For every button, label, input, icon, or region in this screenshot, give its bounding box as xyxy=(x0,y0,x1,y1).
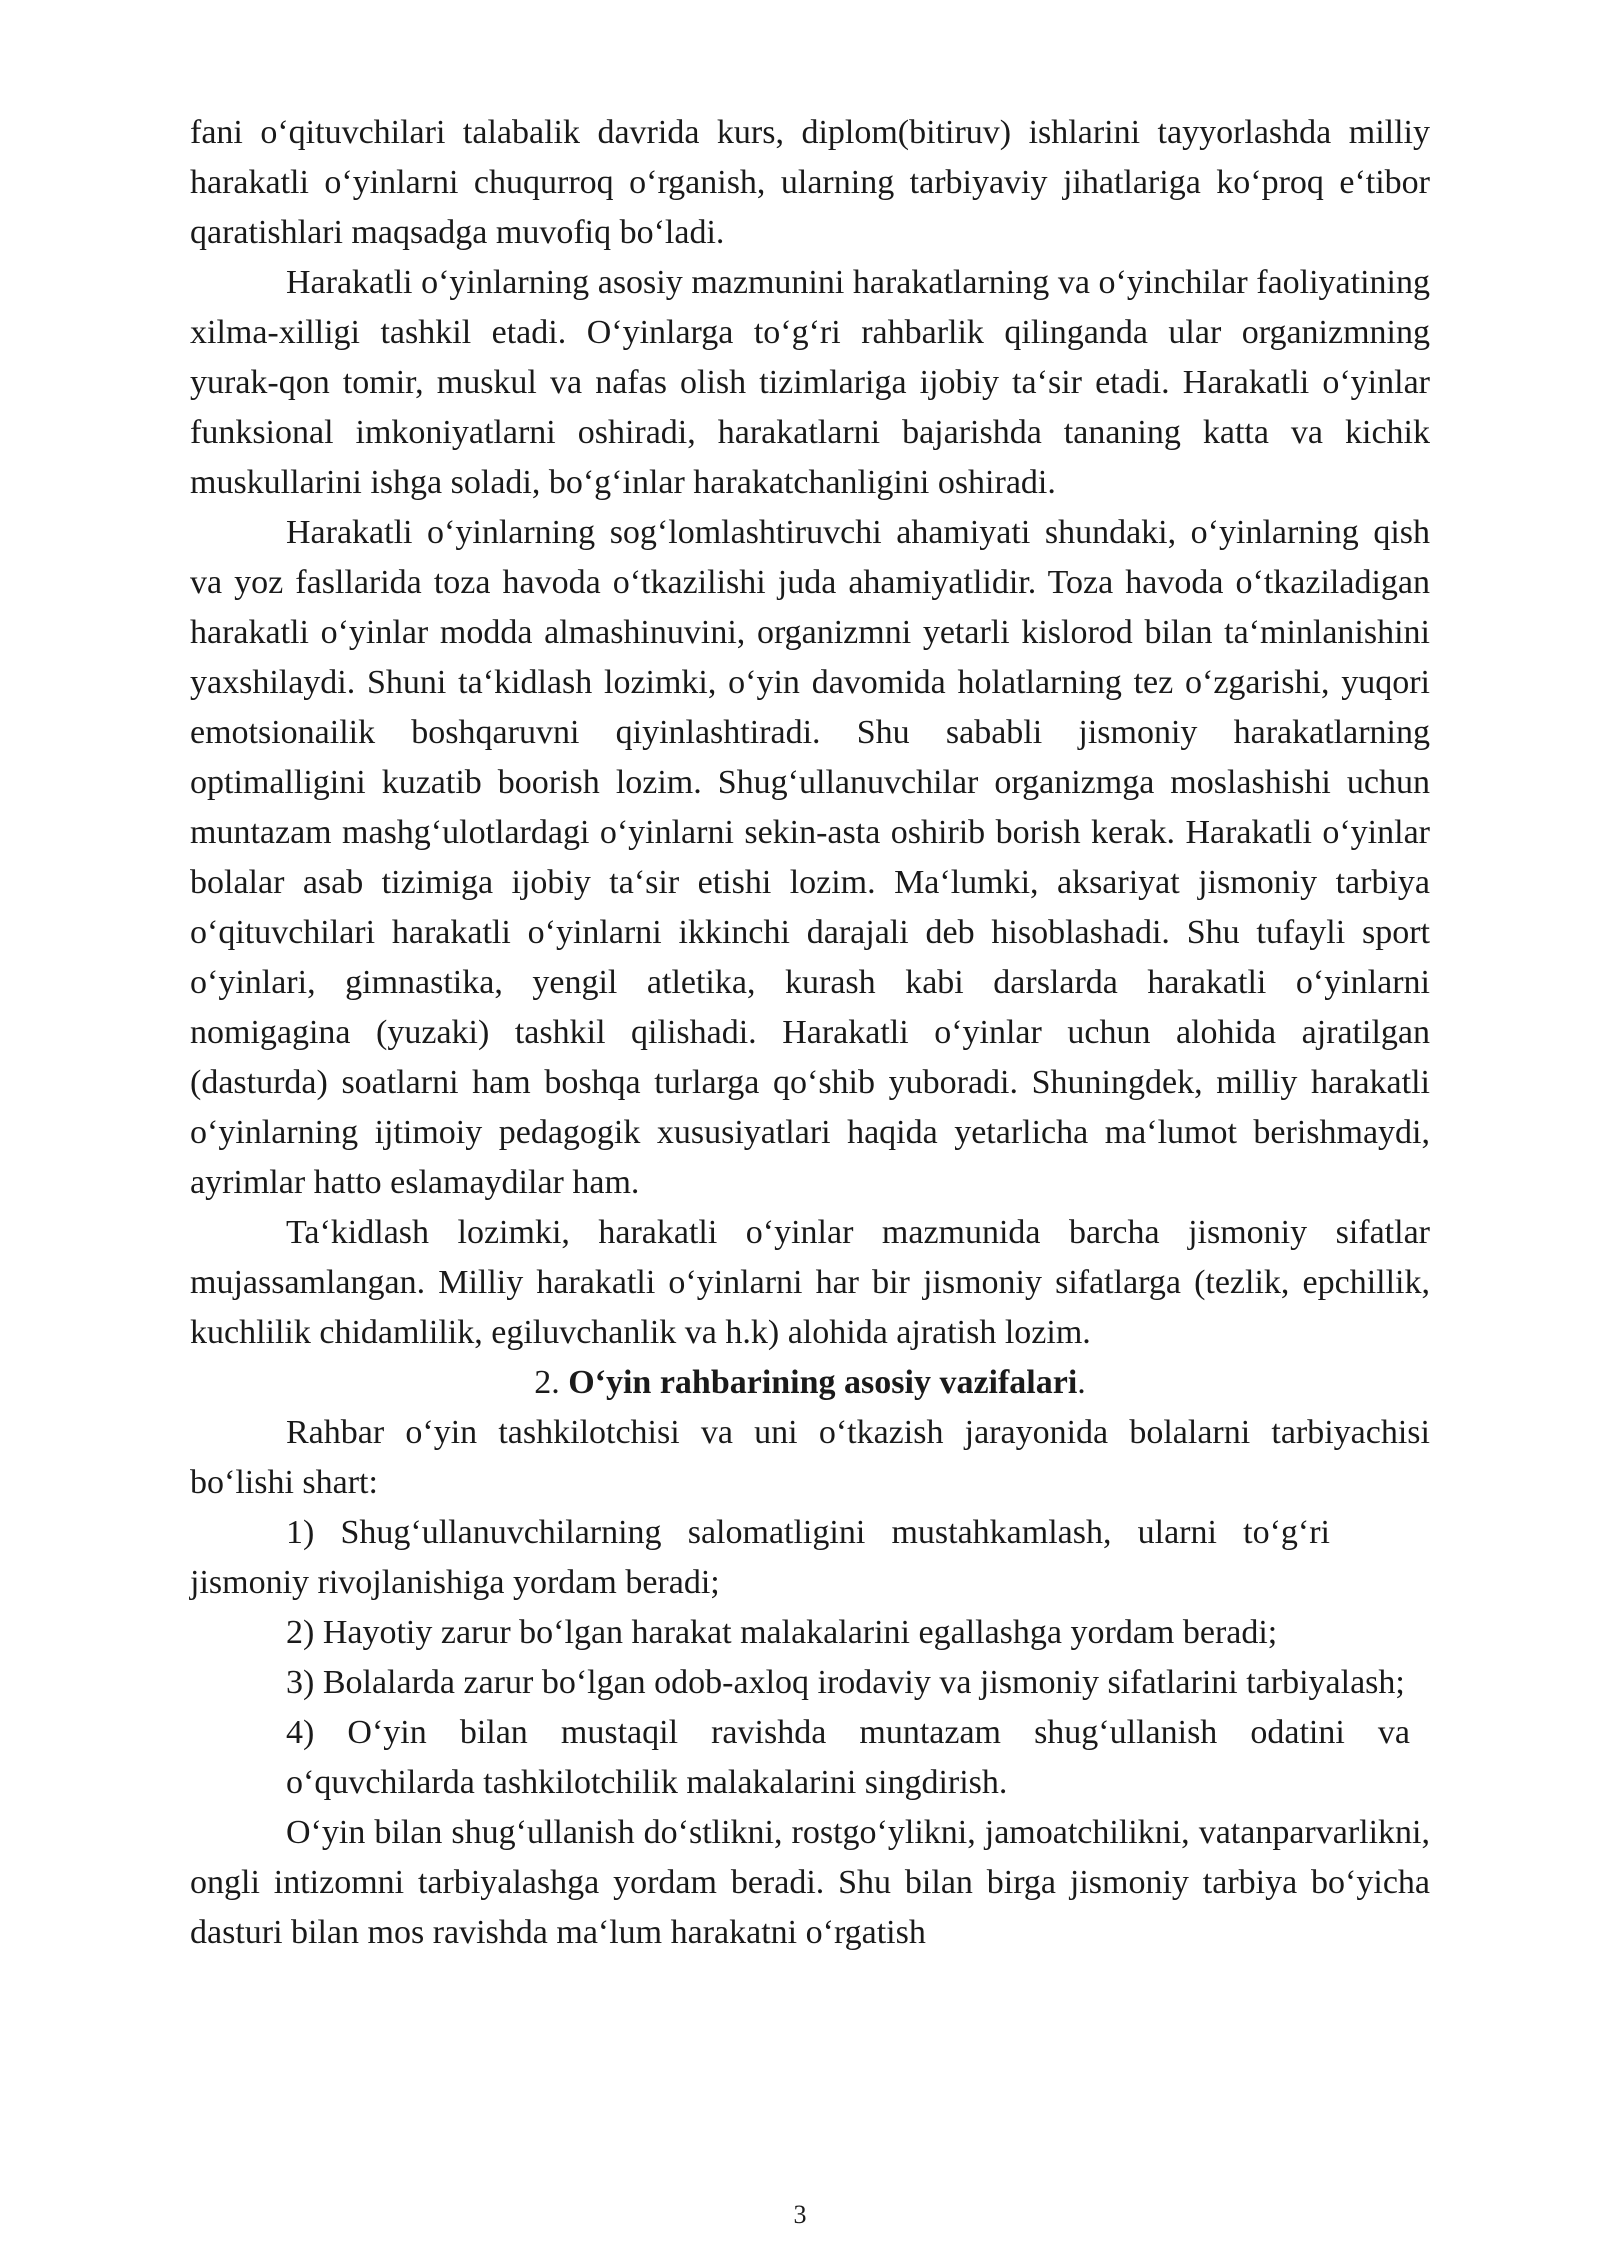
paragraph-health-significance: Harakatli o‘yinlarning sog‘lomlashtiruvchi ahamiyati shundaki, o‘yinlarning qish va yoz fasllarida toza havoda o‘tkazilishi juda ahamiyatlidir. Toza havoda o‘tkaziladigan harakatli o‘yinlar modda almashinuvini, organizmni yetarli kislorod bilan ta‘minlanishini yaxshilaydi. Shuni ta‘kidlash lozimki, o‘yin davomida holatlarning tez o‘zgarishi, yuqori emotsionailik boshqaruvni qiyinlashtiradi. Shu sababli jismoniy harakatlarning optimalligini kuzatib boorish lozim. Shug‘ullanuvchilar organizmga moslashishi uchun muntazam mashg‘ulotlardagi o‘yinlarni sekin-asta oshirib borish kerak. Harakatli o‘yinlar bolalar asab tizimiga ijobiy ta‘sir etishi lozim. Ma‘lumki, aksariyat jismoniy tarbiya o‘qituvchilari harakatli o‘yinlarni ikkinchi darajali deb hisoblashadi. Shu tufayli sport o‘yinlari, gimnastika, yengil atletika, kurash kabi darslarda harakatli o‘yinlarni nomigagina (yuzaki) tashkil qilishadi. Harakatli o‘yinlar uchun alohida ajratilgan (dasturda) soatlarni ham boshqa turlarga qo‘shib yuboradi. Shuningdek, milliy harakatli o‘yinlarning ijtimoiy pedagogik xususiyatlari haqida yetarlicha ma‘lumot berishmaydi, ayrimlar hatto eslamaydilar ham. xyxy=(190,514,1430,1201)
section-heading xyxy=(190,1358,1430,1408)
list-item: 2) Hayotiy zarur bo‘lgan harakat malakalarini egallashga yordam beradi; xyxy=(286,1614,1278,1651)
paragraph-intro-continuation: fani o‘qituvchilari talabalik davrida kurs, diplom(bitiruv) ishlarini tayyorlashda milliy harakatli o‘yinlarni chuqurroq o‘rganish, ularning tarbiyaviy jihatlariga ko‘proq e‘tibor qaratishlari maqsadga muvofiq bo‘ladi. xyxy=(190,114,1430,251)
page-number: 3 xyxy=(793,2200,807,2229)
list-item: 1) Shug‘ullanuvchilarning salomatligini mustahkamlash, ularni to‘g‘ri jismoniy rivojlanishiga yordam beradi; xyxy=(190,1514,1330,1601)
paragraph-game-benefits: O‘yin bilan shug‘ullanish do‘stlikni, rostgo‘ylikni, jamoatchilikni, vatanparvarlikni, ongli intizomni tarbiyalashga yordam beradi. Shu bilan birga jismoniy tarbiya bo‘yicha dasturi bilan mos ravishda ma‘lum harakatni o‘rgatish xyxy=(190,1814,1430,1951)
page-body xyxy=(190,108,1430,1958)
paragraph-leader-role: Rahbar o‘yin tashkilotchisi va uni o‘tkazish jarayonida bolalarni tarbiyachisi bo‘lishi shart: xyxy=(190,1414,1430,1501)
paragraph-physical-qualities: Ta‘kidlash lozimki, harakatli o‘yinlar mazmunida barcha jismoniy sifatlar mujassamlangan. Milliy harakatli o‘yinlarni har bir jismoniy sifatlarga (tezlik, epchillik, kuchlilik chidamlilik, egiluvchanlik va h.k) alohida ajratish lozim. xyxy=(190,1214,1430,1351)
section-number: 2. xyxy=(534,1364,560,1401)
list-item: 4) O‘yin bilan mustaqil ravishda muntazam shug‘ullanish odatini va o‘quvchilarda tashkilotchilik malakalarini singdirish. xyxy=(286,1714,1410,1801)
section-title-period: . xyxy=(1077,1364,1086,1401)
section-title: O‘yin rahbarining asosiy vazifalari xyxy=(568,1364,1078,1401)
paragraph-content-of-games: Harakatli o‘yinlarning asosiy mazmunini harakatlarning va o‘yinchilar faoliyatining xilma-xilligi tashkil etadi. O‘yinlarga to‘g‘ri rahbarlik qilinganda ular organizmning yurak-qon tomir, muskul va nafas olish tizimlariga ijobiy ta‘sir etadi. Harakatli o‘yinlar funksional imkoniyatlarni oshiradi, harakatlarni bajarishda tananing katta va kichik muskullarini ishga soladi, bo‘g‘inlar harakatchanligini oshiradi. xyxy=(190,264,1430,501)
list-item: 3) Bolalarda zarur bo‘lgan odob-axloq irodaviy va jismoniy sifatlarini tarbiyalash; xyxy=(286,1664,1405,1701)
